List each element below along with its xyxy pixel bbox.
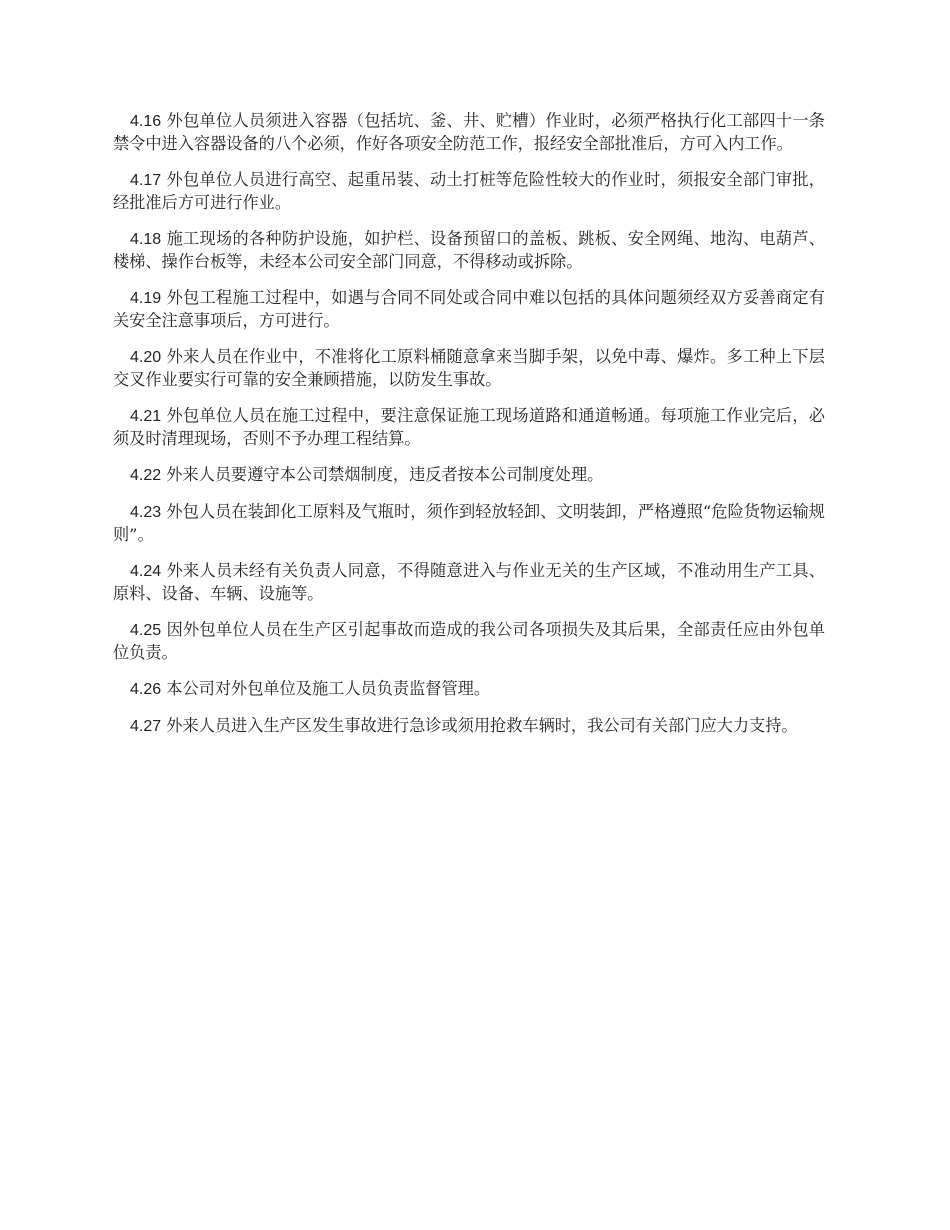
paragraph-number: 4.25: [130, 622, 162, 639]
paragraph-text: 本公司对外包单位及施工人员负责监督管理。: [166, 679, 491, 698]
paragraph-number: 4.27: [130, 718, 162, 735]
paragraph-number: 4.26: [130, 681, 162, 698]
paragraph-4-19: [113, 287, 825, 332]
paragraph-4-18: [113, 228, 825, 273]
paragraph-text: 外来人员进入生产区发生事故进行急诊或须用抢救车辆时，我公司有关部门应大力支持。: [166, 716, 798, 735]
paragraph-number: 4.20: [130, 349, 162, 366]
paragraph-4-24: [113, 560, 825, 605]
paragraph-4-26: [113, 678, 825, 701]
paragraph-number: 4.22: [130, 467, 162, 484]
paragraph-text: 外包人员在装卸化工原料及气瓶时，须作到轻放轻卸、文明装卸，严格遵照“危险货物运输规则”。: [113, 502, 825, 544]
paragraph-4-25: [113, 619, 825, 664]
document-body: [113, 110, 825, 752]
paragraph-number: 4.21: [130, 408, 162, 425]
paragraph-text: 施工现场的各种防护设施，如护栏、设备预留口的盖板、跳板、安全网绳、地沟、电葫芦、楼梯、操作台板等，未经本公司安全部门同意，不得移动或拆除。: [113, 229, 825, 271]
paragraph-4-20: [113, 346, 825, 391]
paragraph-number: 4.24: [130, 563, 162, 580]
paragraph-4-27: [113, 715, 825, 738]
paragraph-number: 4.17: [130, 172, 162, 189]
paragraph-4-17: [113, 169, 825, 214]
paragraph-4-23: [113, 501, 825, 546]
paragraph-text: 外来人员未经有关负责人同意，不得随意进入与作业无关的生产区域，不准动用生产工具、原料、设备、车辆、设施等。: [113, 561, 825, 603]
paragraph-text: 外包工程施工过程中，如遇与合同不同处或合同中难以包括的具体问题须经双方妥善商定有关安全注意事项后，方可进行。: [113, 288, 825, 330]
paragraph-number: 4.16: [130, 113, 162, 130]
paragraph-4-21: [113, 405, 825, 450]
paragraph-text: 外来人员要遵守本公司禁烟制度，违反者按本公司制度处理。: [166, 465, 604, 484]
paragraph-4-22: [113, 464, 825, 487]
paragraph-number: 4.19: [130, 290, 162, 307]
paragraph-number: 4.18: [130, 231, 162, 248]
paragraph-text: 外包单位人员在施工过程中，要注意保证施工现场道路和通道畅通。每项施工作业完后，必须及时清理现场，否则不予办理工程结算。: [113, 406, 825, 448]
paragraph-text: 外包单位人员须进入容器（包括坑、釜、井、贮槽）作业时，必须严格执行化工部四十一条禁令中进入容器设备的八个必须，作好各项安全防范工作，报经安全部批准后，方可入内工作。: [113, 111, 825, 153]
paragraph-number: 4.23: [130, 504, 162, 521]
paragraph-text: 外来人员在作业中，不准将化工原料桶随意拿来当脚手架，以免中毒、爆炸。多工种上下层交叉作业要实行可靠的安全兼顾措施，以防发生事故。: [113, 347, 825, 389]
paragraph-text: 外包单位人员进行高空、起重吊装、动土打桩等危险性较大的作业时，须报安全部门审批，经批准后方可进行作业。: [113, 170, 825, 212]
paragraph-text: 因外包单位人员在生产区引起事故而造成的我公司各项损失及其后果，全部责任应由外包单位负责。: [113, 620, 825, 662]
paragraph-4-16: [113, 110, 825, 155]
